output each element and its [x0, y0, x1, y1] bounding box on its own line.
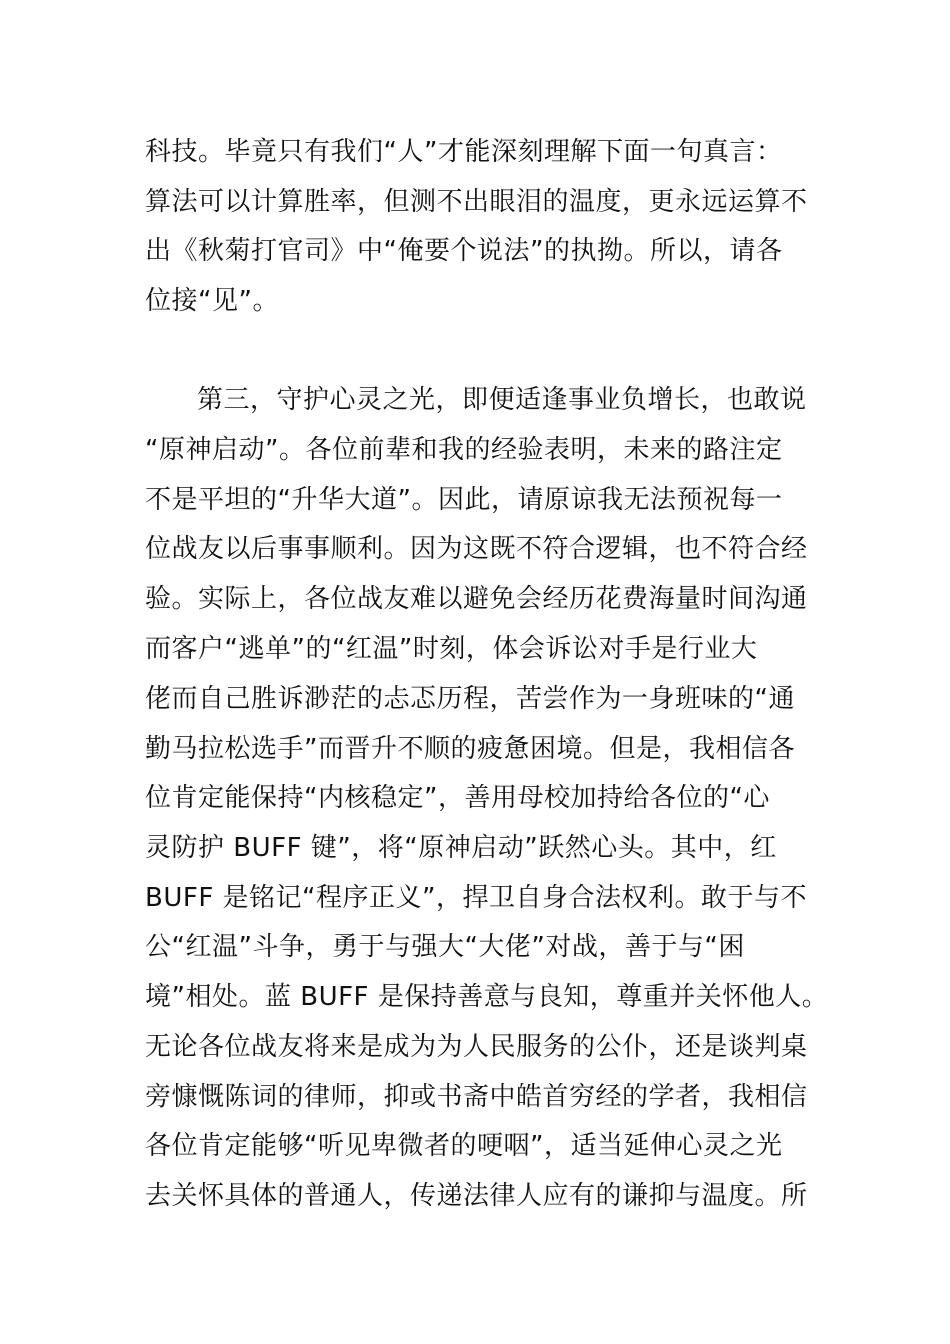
paragraph-2-line-15: 旁慷慨陈词的律师，抑或书斋中皓首穷经的学者，我相信	[145, 1082, 808, 1112]
paragraph-1-line-1: 科技。毕竟只有我们“人”才能深刻理解下面一句真言：	[145, 137, 783, 167]
paragraph-2-line-14: 无论各位战友将来是成为为人民服务的公仆，还是谈判桌	[145, 1032, 808, 1062]
paragraph-2-line-17: 去关怀具体的普通人，传递法律人应有的谦抑与温度。所	[145, 1181, 808, 1211]
paragraph-2-line-12: 公“红温”斗争，勇于与强大“大佬”对战，善于与“困	[145, 932, 745, 962]
paragraph-2-line-6: 而客户“逃单”的“红温”时刻，体会诉讼对手是行业大	[145, 634, 758, 664]
paragraph-2-line-2: “原神启动”。各位前辈和我的经验表明，未来的路注定	[145, 435, 783, 465]
paragraph-2-line-7: 佬而自己胜诉渺茫的忐忑历程，苦尝作为一身班味的“通	[145, 684, 795, 714]
paragraph-1-line-4: 位接“见”。	[145, 286, 279, 316]
paragraph-2-line-1: 第三，守护心灵之光，即便适逢事业负增长，也敢说	[197, 385, 807, 415]
paragraph-2-line-3: 不是平坦的“升华大道”。因此，请原谅我无法预祝每一	[145, 485, 783, 515]
paragraph-2-line-10: 灵防护 BUFF 键”，将“原神启动”跃然心头。其中，红	[145, 833, 777, 863]
paragraph-1-line-2: 算法可以计算胜率，但测不出眼泪的温度，更永远运算不	[145, 187, 808, 217]
paragraph-2-line-9: 位肯定能保持“内核稳定”，善用母校加持给各位的“心	[145, 783, 770, 813]
paragraph-2-line-13: 境”相处。蓝 BUFF 是保持善意与良知，尊重并关怀他人。	[145, 982, 829, 1012]
paragraph-2-line-8: 勤马拉松选手”而晋升不顺的疲惫困境。但是，我相信各	[145, 734, 795, 764]
paragraph-2-line-16: 各位肯定能够“听见卑微者的哽咽”，适当延伸心灵之光	[145, 1131, 783, 1161]
paragraph-2-line-11: BUFF 是铭记“程序正义”，捍卫自身合法权利。敢于与不	[145, 883, 807, 913]
paragraph-2-line-4: 位战友以后事事顺利。因为这既不符合逻辑，也不符合经	[145, 534, 808, 564]
paragraph-1-line-3: 出《秋菊打官司》中“俺要个说法”的执拗。所以，请各	[145, 236, 783, 266]
paragraph-2-line-5: 验。实际上，各位战友难以避免会经历花费海量时间沟通	[145, 584, 808, 614]
